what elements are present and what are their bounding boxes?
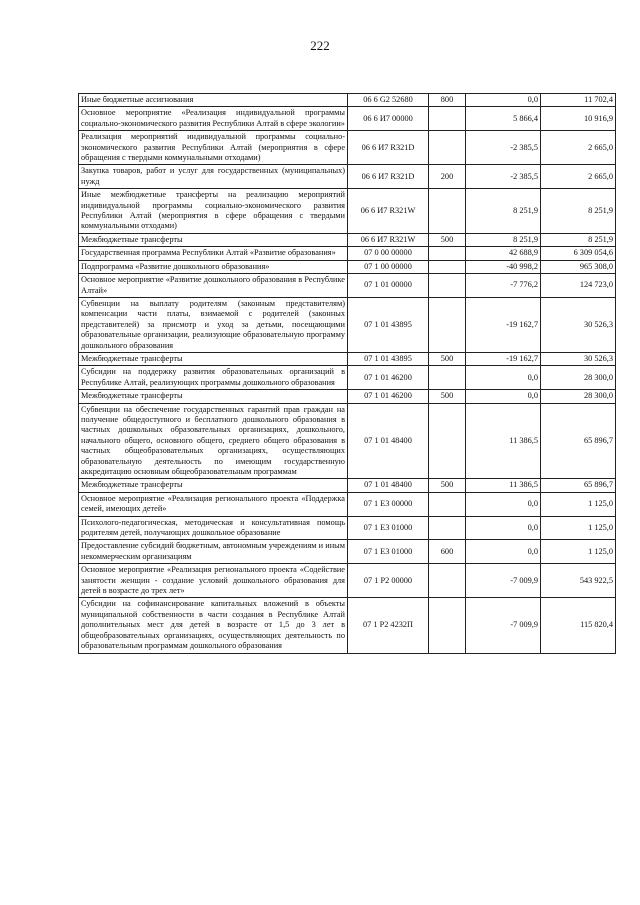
row-name-cell: Субвенции на обеспечение государственных гарантий прав граждан на получение общедоступного и бесплатного дошкольного образования в частных дошкольных образовательных организациях, дошкольного, начального общего, основного общего, среднего общего образования в частных общеобразовательных организациях, осуществляющих образовательную деятельность по имеющим государственную аккредитацию основным общеобразовательным программам	[79, 403, 348, 479]
row-code-cell: 07 1 E3 01000	[348, 516, 429, 540]
row-name-cell: Психолого-педагогическая, методическая и консультативная помощь родителям детей, получающих дошкольное образование	[79, 516, 348, 540]
table-row	[79, 403, 616, 479]
row-total-amount-cell: 2 665,0	[541, 165, 616, 189]
row-expense-type-cell	[429, 403, 466, 479]
row-code-cell: 07 1 01 43895	[348, 297, 429, 352]
row-total-amount-cell: 543 922,5	[541, 564, 616, 598]
row-total-amount-cell: 8 251,9	[541, 233, 616, 246]
row-name-cell: Подпрограмма «Развитие дошкольного образования»	[79, 260, 348, 273]
row-name-cell: Основное мероприятие «Реализация регионального проекта «Содействие занятости женщин - создание условий дошкольного образования для детей в возрасте до трех лет»	[79, 564, 348, 598]
row-change-amount-cell: 42 688,9	[466, 247, 541, 260]
row-expense-type-cell	[429, 564, 466, 598]
table-row	[79, 479, 616, 492]
row-change-amount-cell: 0,0	[466, 94, 541, 107]
row-name-cell: Реализация мероприятий индивидуальной программы социально-экономического развития Республики Алтай (мероприятия в сфере обращения с твердыми коммунальными отходами)	[79, 131, 348, 165]
row-change-amount-cell: 0,0	[466, 366, 541, 390]
table-row	[79, 94, 616, 107]
row-change-amount-cell: -7 009,9	[466, 564, 541, 598]
row-code-cell: 06 6 И7 R321D	[348, 131, 429, 165]
row-change-amount-cell: -2 385,5	[466, 165, 541, 189]
row-expense-type-cell: 600	[429, 540, 466, 564]
row-code-cell: 07 1 01 00000	[348, 274, 429, 298]
row-name-cell: Межбюджетные трансферты	[79, 479, 348, 492]
table-row	[79, 247, 616, 260]
row-change-amount-cell: 0,0	[466, 540, 541, 564]
row-expense-type-cell: 500	[429, 233, 466, 246]
row-expense-type-cell	[429, 366, 466, 390]
row-total-amount-cell: 965 308,0	[541, 260, 616, 273]
row-code-cell: 07 1 01 43895	[348, 352, 429, 365]
row-name-cell: Субсидии на софинансирование капитальных вложений в объекты муниципальной собственности в части создания в Республике Алтай дополнительных мест для детей в возрасте от 1,5 до 3 лет в общеобразовательных организациях, осуществляющих деятельность по образовательным программам дошкольного образования	[79, 598, 348, 653]
row-name-cell: Иные бюджетные ассигнования	[79, 94, 348, 107]
row-expense-type-cell: 500	[429, 479, 466, 492]
row-code-cell: 07 1 01 48400	[348, 403, 429, 479]
row-code-cell: 07 1 P2 00000	[348, 564, 429, 598]
row-expense-type-cell	[429, 492, 466, 516]
row-expense-type-cell	[429, 247, 466, 260]
row-code-cell: 06 6 G2 52680	[348, 94, 429, 107]
row-change-amount-cell: -19 162,7	[466, 352, 541, 365]
row-total-amount-cell: 115 820,4	[541, 598, 616, 653]
table-row	[79, 297, 616, 352]
row-total-amount-cell: 11 702,4	[541, 94, 616, 107]
table-row	[79, 492, 616, 516]
row-total-amount-cell: 65 896,7	[541, 403, 616, 479]
row-expense-type-cell	[429, 131, 466, 165]
table-row	[79, 598, 616, 653]
page-number: 222	[310, 38, 330, 53]
row-code-cell: 06 6 И7 R321D	[348, 165, 429, 189]
row-code-cell: 06 6 И7 R321W	[348, 189, 429, 234]
row-total-amount-cell: 1 125,0	[541, 492, 616, 516]
row-name-cell: Основное мероприятие «Реализация регионального проекта «Поддержка семей, имеющих детей»	[79, 492, 348, 516]
row-code-cell: 07 1 E3 00000	[348, 492, 429, 516]
row-change-amount-cell: 8 251,9	[466, 189, 541, 234]
row-change-amount-cell: -7 776,2	[466, 274, 541, 298]
row-name-cell: Иные межбюджетные трансферты на реализацию мероприятий индивидуальной программы социально-экономического развития Республики Алтай (мероприятия в сфере обращения с твердыми коммунальными отходами)	[79, 189, 348, 234]
row-change-amount-cell: 11 386,5	[466, 479, 541, 492]
row-total-amount-cell: 10 916,9	[541, 107, 616, 131]
row-change-amount-cell: -40 998,2	[466, 260, 541, 273]
row-expense-type-cell	[429, 516, 466, 540]
table-row	[79, 274, 616, 298]
row-total-amount-cell: 1 125,0	[541, 516, 616, 540]
row-name-cell: Субсидии на поддержку развития образовательных организаций в Республике Алтай, реализующих программы дошкольного образования	[79, 366, 348, 390]
row-total-amount-cell: 2 665,0	[541, 131, 616, 165]
budget-table	[78, 93, 616, 654]
row-name-cell: Межбюджетные трансферты	[79, 233, 348, 246]
row-expense-type-cell: 500	[429, 352, 466, 365]
row-expense-type-cell	[429, 107, 466, 131]
row-total-amount-cell: 124 723,0	[541, 274, 616, 298]
row-change-amount-cell: -2 385,5	[466, 131, 541, 165]
row-name-cell: Закупка товаров, работ и услуг для государственных (муниципальных) нужд	[79, 165, 348, 189]
row-change-amount-cell: 5 866,4	[466, 107, 541, 131]
row-expense-type-cell	[429, 189, 466, 234]
row-total-amount-cell: 28 300,0	[541, 366, 616, 390]
row-total-amount-cell: 30 526,3	[541, 352, 616, 365]
row-code-cell: 07 0 00 00000	[348, 247, 429, 260]
row-expense-type-cell: 800	[429, 94, 466, 107]
row-total-amount-cell: 6 309 054,6	[541, 247, 616, 260]
row-name-cell: Государственная программа Республики Алтай «Развитие образования»	[79, 247, 348, 260]
row-change-amount-cell: 0,0	[466, 516, 541, 540]
row-name-cell: Предоставление субсидий бюджетным, автономным учреждениям и иным некоммерческим организациям	[79, 540, 348, 564]
table-row	[79, 540, 616, 564]
row-code-cell: 07 1 01 48400	[348, 479, 429, 492]
row-code-cell: 07 1 00 00000	[348, 260, 429, 273]
row-expense-type-cell: 500	[429, 390, 466, 403]
table-row	[79, 390, 616, 403]
row-expense-type-cell	[429, 260, 466, 273]
row-name-cell: Основное мероприятие «Развитие дошкольного образования в Республике Алтай»	[79, 274, 348, 298]
row-code-cell: 07 1 E3 01000	[348, 540, 429, 564]
table-row	[79, 564, 616, 598]
row-code-cell: 07 1 01 46200	[348, 366, 429, 390]
row-expense-type-cell	[429, 598, 466, 653]
row-name-cell: Межбюджетные трансферты	[79, 352, 348, 365]
row-code-cell: 07 1 01 46200	[348, 390, 429, 403]
row-change-amount-cell: 8 251,9	[466, 233, 541, 246]
row-change-amount-cell: -7 009,9	[466, 598, 541, 653]
row-total-amount-cell: 65 896,7	[541, 479, 616, 492]
row-expense-type-cell: 200	[429, 165, 466, 189]
row-total-amount-cell: 28 300,0	[541, 390, 616, 403]
table-row	[79, 233, 616, 246]
table-row	[79, 366, 616, 390]
row-code-cell: 07 1 P2 4232П	[348, 598, 429, 653]
row-total-amount-cell: 1 125,0	[541, 540, 616, 564]
row-total-amount-cell: 30 526,3	[541, 297, 616, 352]
table-row	[79, 516, 616, 540]
table-row	[79, 107, 616, 131]
row-name-cell: Межбюджетные трансферты	[79, 390, 348, 403]
table-row	[79, 260, 616, 273]
row-name-cell: Субвенции на выплату родителям (законным представителям) компенсации части платы, взимаемой с родителей (законных представителей) за присмотр и уход за детьми, посещающими образовательные организации, реализующие образовательную программу дошкольного образования	[79, 297, 348, 352]
row-expense-type-cell	[429, 274, 466, 298]
row-change-amount-cell: -19 162,7	[466, 297, 541, 352]
row-total-amount-cell: 8 251,9	[541, 189, 616, 234]
row-change-amount-cell: 0,0	[466, 390, 541, 403]
table-row	[79, 352, 616, 365]
table-row	[79, 165, 616, 189]
row-code-cell: 06 6 И7 00000	[348, 107, 429, 131]
row-change-amount-cell: 0,0	[466, 492, 541, 516]
row-code-cell: 06 6 И7 R321W	[348, 233, 429, 246]
table-row	[79, 189, 616, 234]
row-name-cell: Основное мероприятие «Реализация индивидуальной программы социально-экономического развития Республики Алтай в сфере экологии»	[79, 107, 348, 131]
row-expense-type-cell	[429, 297, 466, 352]
table-row	[79, 131, 616, 165]
row-change-amount-cell: 11 386,5	[466, 403, 541, 479]
budget-table-body	[79, 94, 616, 654]
